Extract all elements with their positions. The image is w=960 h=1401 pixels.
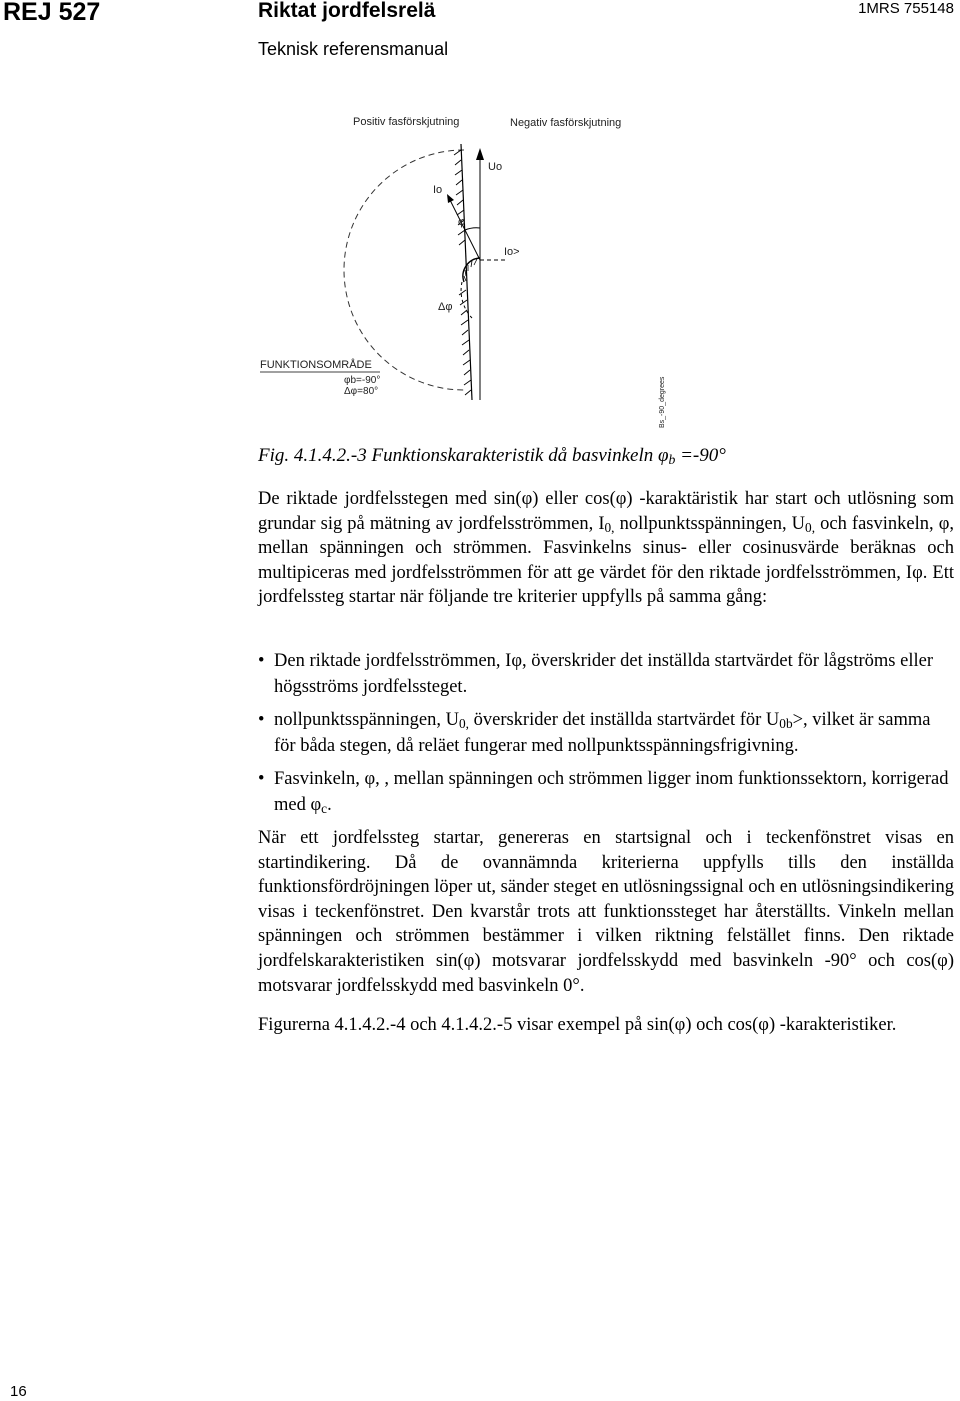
characteristic-diagram [250,100,680,440]
phi-arc [465,228,480,230]
io-threshold-label: Io> [504,246,520,258]
phi-label: φ [458,216,466,228]
delta-phi-label: Δφ [438,301,453,313]
io-label: Io [433,184,443,196]
negative-shift-label: Negativ fasförskjutning [510,117,622,129]
function-area-label: FUNKTIONSOMRÅDE [260,359,372,371]
paragraph-2: När ett jordfelssteg startar, genereras en startsignal och i teckenfönstret visas en startindikering. Då de ovannämnda kriterierna uppfylls tills den inställda funktionsfördröjningen löper ut, sänder steget en utlösningssignal och en utlösningsindikering visas i teckenfönstret. Den kvarstår trots att funktionssteget har återställts. Vinkeln mellan spänningen och strömmen bestämmer i vilken riktning felstället finns. Den riktade jordfelskarakteristiken sin(φ) motsvarar jordfelsskydd med basvinkeln -90° och cos(φ) motsvarar jordfelsskydd med basvinkeln 0°. [258,828,954,996]
paragraph-3: Figurerna 4.1.4.2.-4 och 4.1.4.2.-5 visar exempel på sin(φ) och cos(φ) -karakteristiker. [258,1015,897,1035]
page-number: 16 [10,1383,27,1400]
base-angle-param: φb=-90° [344,375,381,386]
figure-file-tag: Bs_-90_degrees [659,376,666,428]
product-code: REJ 527 [3,0,101,26]
criteria-list [258,648,954,825]
document-id: 1MRS 755148 [858,0,954,17]
paragraph-1: De riktade jordfelsstegen med sin(φ) eller cos(φ) -karaktäristik har start och utlösning som grundar sig på mätning av jordfelsströmmen, $I_{0,}$ nollpunktsspänningen, $U_{0,}$ och fasvinkeln, φ, mellan spänningen och strömmen. Fasvinkelns sinus- eller cosinusvärde beräknas och multipiceras med jordfelsströmmen för att ge värdet för den riktade jordfelsströmmen, Iφ. Ett jordfelssteg startar när följande tre kriterier uppfylls på samma gång: [258,489,955,608]
list-item: • Den riktade jordfelsströmmen, Iφ, överskrider det inställda startvärdet för lågströms eller högsströms jordfelssteget. [258,651,933,697]
figure-caption: Fig. 4.1.4.2.-3 Funktionskarakteristik då basvinkeln $\varphi_b =-90^\circ$ [258,445,726,467]
sector-arc [344,150,464,390]
io-arrowhead [447,194,454,203]
document-subtitle: Teknisk referensmanual [258,39,449,59]
list-item: • Fasvinkeln, φ, , mellan spänningen och strömmen ligger inom funktionssektorn, korrigerad med $\varphi_c$. [258,769,949,816]
uo-label: Uo [488,161,503,173]
delta-angle-param: Δφ=80° [344,386,379,397]
uo-arrowhead [476,148,484,160]
list-item: • nollpunktsspänningen, $U_{0,}$ överskrider det inställda startvärdet för $U_{0b}>$, vilket är samma för båda stegen, då reläet fungerar med nollpunktsspänningsfrigivning. [258,710,931,756]
positive-shift-label: Positiv fasförskjutning [353,116,460,128]
document-title: Riktat jordfelsrelä [258,0,436,22]
